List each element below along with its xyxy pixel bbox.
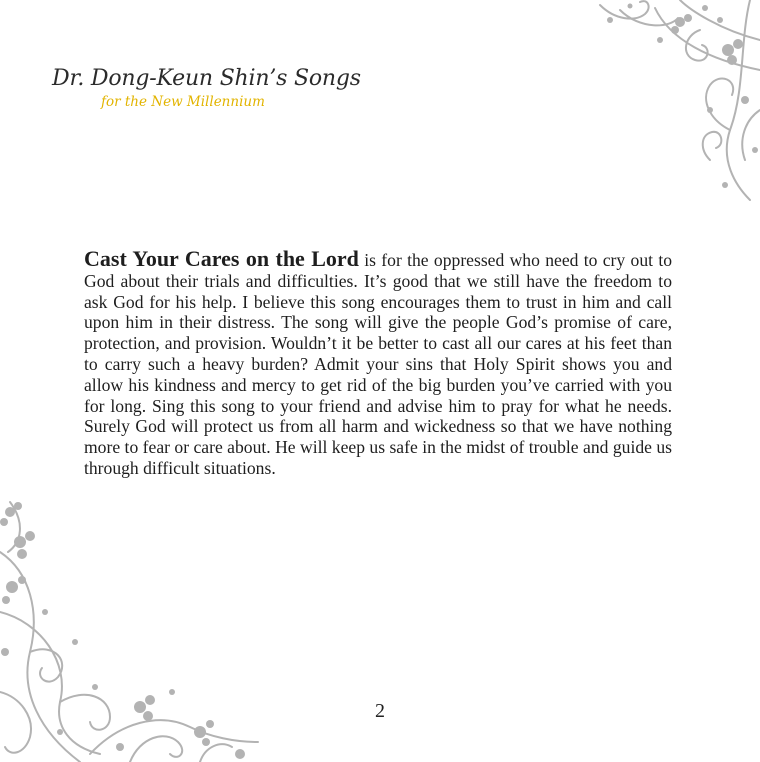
song-title: Cast Your Cares on the Lord bbox=[84, 246, 359, 271]
book-subtitle: for the New Millennium bbox=[101, 94, 265, 110]
body-paragraph bbox=[84, 246, 673, 479]
page-number: 2 bbox=[375, 700, 385, 722]
book-header bbox=[52, 66, 361, 110]
book-title: Dr. Dong-Keun Shin’s Songs bbox=[52, 66, 361, 91]
floral-ornament-top-right bbox=[560, 0, 760, 205]
body-text: is for the oppressed who need to cry out to God about their trials and difficulties. It’s good that we still have the freedom to ask God for his help. I believe this song encourages them to trust in him and call upon him in their distress. The song will give the people God’s promise of care, protection, and provision. Wouldn’t it be better to cast all our cares at his feet than to carry such a heavy burden? Admit your sins that Holy Spirit shows you and allow his kindness and mercy to get rid of the big burden you’ve carried with you for long. Sing this song to your friend and advise him to pray for what he needs. Surely God will protect us from all harm and wickedness so that we have nothing more to fear or care about. He will keep us safe in the midst of trouble and guide us through difficult situations. bbox=[84, 250, 673, 478]
